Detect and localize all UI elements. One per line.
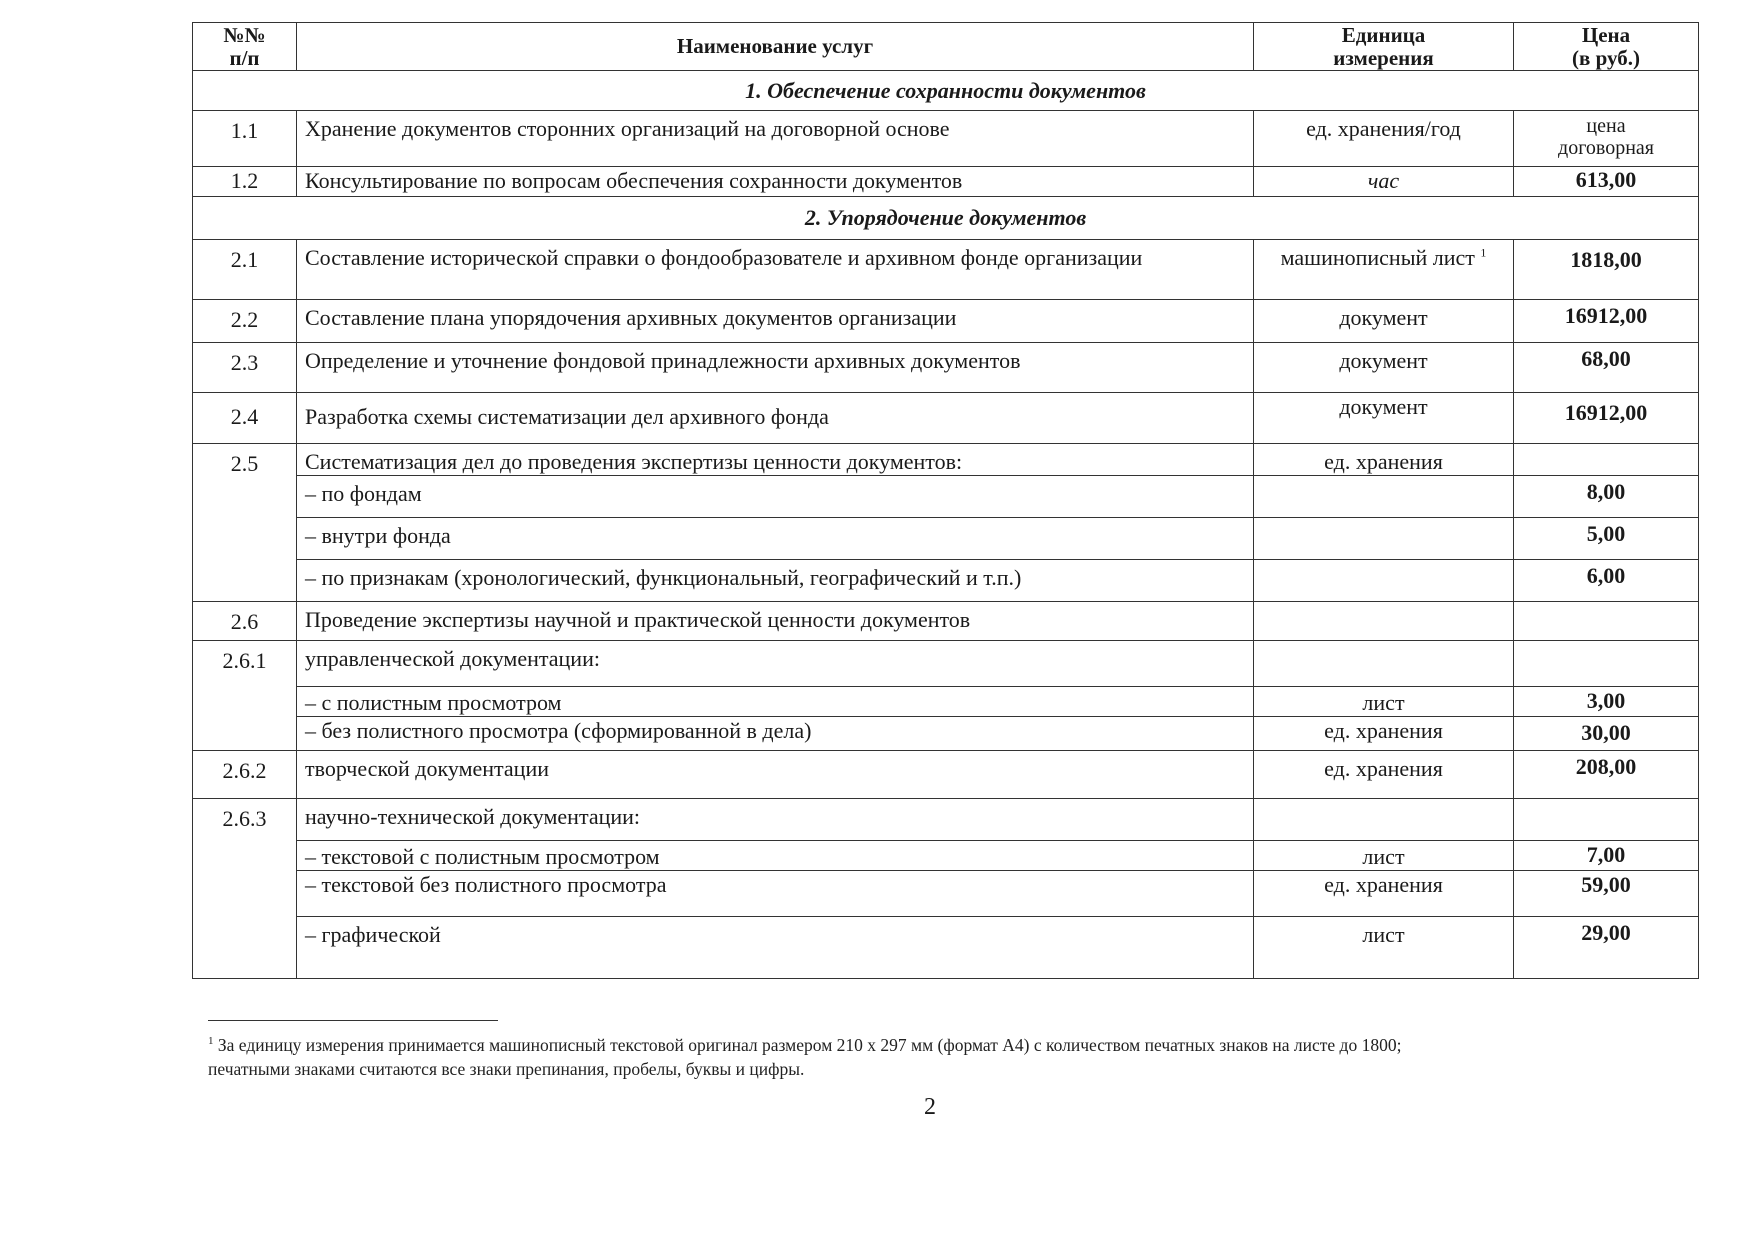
row-name: – по фондам xyxy=(297,476,1254,518)
row-unit: ед. хранения/год xyxy=(1254,111,1514,167)
table-row xyxy=(193,917,1699,979)
row-unit: час xyxy=(1254,167,1514,197)
table-row xyxy=(193,641,1699,687)
row-num: 2.4 xyxy=(193,393,297,444)
table-row xyxy=(193,111,1699,167)
page-number: 2 xyxy=(924,1094,936,1120)
row-price xyxy=(1514,602,1699,641)
table-row xyxy=(193,167,1699,197)
row-price: 68,00 xyxy=(1514,343,1699,393)
row-unit: лист xyxy=(1254,917,1514,979)
row-unit xyxy=(1254,560,1514,602)
row-unit xyxy=(1254,476,1514,518)
row-name: творческой документации xyxy=(297,751,1254,799)
section-row xyxy=(193,71,1699,111)
header-num: №№ п/п xyxy=(193,23,297,71)
table-row xyxy=(193,799,1699,841)
row-name: – текстовой без полистного просмотра xyxy=(297,871,1254,917)
table-header-row xyxy=(193,23,1699,71)
row-price: 29,00 xyxy=(1514,917,1699,979)
row-price: 16912,00 xyxy=(1514,300,1699,343)
row-name: Хранение документов сторонних организаций на договорной основе xyxy=(297,111,1254,167)
row-unit xyxy=(1254,641,1514,687)
row-unit: документ xyxy=(1254,300,1514,343)
row-price xyxy=(1514,641,1699,687)
row-price: 8,00 xyxy=(1514,476,1699,518)
row-price: 30,00 xyxy=(1514,717,1699,751)
row-name: научно-технической документации: xyxy=(297,799,1254,841)
row-name: – графической xyxy=(297,917,1254,979)
table-row xyxy=(193,476,1699,518)
section-row xyxy=(193,197,1699,240)
row-price: цена договорная xyxy=(1514,111,1699,167)
row-price: 6,00 xyxy=(1514,560,1699,602)
row-name: – внутри фонда xyxy=(297,518,1254,560)
row-name: Проведение экспертизы научной и практической ценности документов xyxy=(297,602,1254,641)
row-unit: документ xyxy=(1254,393,1514,444)
row-unit xyxy=(1254,240,1514,300)
header-price: Цена (в руб.) xyxy=(1514,23,1699,71)
row-name: – текстовой с полистным просмотром xyxy=(297,841,1254,871)
header-unit: Единица измерения xyxy=(1254,23,1514,71)
section-title: 1. Обеспечение сохранности документов xyxy=(193,71,1699,111)
table-row xyxy=(193,602,1699,641)
row-unit: документ xyxy=(1254,343,1514,393)
row-num: 2.3 xyxy=(193,343,297,393)
unit-text: машинописный лист xyxy=(1280,245,1475,270)
section-title: 2. Упорядочение документов xyxy=(193,197,1699,240)
footnote-ref: 1 xyxy=(1480,245,1487,260)
table-row xyxy=(193,751,1699,799)
row-name: – без полистного просмотра (сформированной в дела) xyxy=(297,717,1254,751)
row-num: 2.6 xyxy=(193,602,297,641)
row-name: Консультирование по вопросам обеспечения сохранности документов xyxy=(297,167,1254,197)
row-unit: ед. хранения xyxy=(1254,444,1514,476)
row-num: 1.1 xyxy=(193,111,297,167)
row-price: 208,00 xyxy=(1514,751,1699,799)
table-row xyxy=(193,841,1699,871)
row-name: – с полистным просмотром xyxy=(297,687,1254,717)
row-unit xyxy=(1254,518,1514,560)
row-unit: ед. хранения xyxy=(1254,871,1514,917)
table-row xyxy=(193,717,1699,751)
row-name: – по признакам (хронологический, функциональный, географический и т.п.) xyxy=(297,560,1254,602)
row-num: 2.6.2 xyxy=(193,751,297,799)
row-price: 7,00 xyxy=(1514,841,1699,871)
row-unit: лист xyxy=(1254,841,1514,871)
row-price: 59,00 xyxy=(1514,871,1699,917)
row-unit: ед. хранения xyxy=(1254,717,1514,751)
row-unit: ед. хранения xyxy=(1254,751,1514,799)
row-num: 1.2 xyxy=(193,167,297,197)
header-name: Наименование услуг xyxy=(297,23,1254,71)
row-price xyxy=(1514,799,1699,841)
row-name: управленческой документации: xyxy=(297,641,1254,687)
row-name: Определение и уточнение фондовой принадлежности архивных документов xyxy=(297,343,1254,393)
table-row xyxy=(193,240,1699,300)
table-row xyxy=(193,393,1699,444)
footnote-text-line1: За единицу измерения принимается машинописный текстовой оригинал размером 210 х 297 мм (формат А4) с количеством печатных знаков на листе до 1800; xyxy=(217,1035,1402,1055)
row-price: 5,00 xyxy=(1514,518,1699,560)
row-price: 613,00 xyxy=(1514,167,1699,197)
table-row xyxy=(193,518,1699,560)
row-price: 3,00 xyxy=(1514,687,1699,717)
row-price: 16912,00 xyxy=(1514,393,1699,444)
table-row xyxy=(193,687,1699,717)
row-price: 1818,00 xyxy=(1514,240,1699,300)
footnote-text-line2: печатными знаками считаются все знаки препинания, пробелы, буквы и цифры. xyxy=(208,1058,805,1079)
row-num: 2.1 xyxy=(193,240,297,300)
table-row xyxy=(193,343,1699,393)
footnote-separator xyxy=(208,1020,498,1021)
row-unit xyxy=(1254,602,1514,641)
row-unit xyxy=(1254,799,1514,841)
table-row xyxy=(193,300,1699,343)
table-row xyxy=(193,444,1699,476)
table-row xyxy=(193,560,1699,602)
table-row xyxy=(193,871,1699,917)
row-num: 2.5 xyxy=(193,444,297,602)
footnote xyxy=(208,1034,1628,1081)
price-table xyxy=(192,22,1699,979)
row-num: 2.2 xyxy=(193,300,297,343)
row-price xyxy=(1514,444,1699,476)
row-num: 2.6.3 xyxy=(193,799,297,979)
row-name: Разработка схемы систематизации дел архивного фонда xyxy=(297,393,1254,444)
footnote-marker: 1 xyxy=(208,1035,214,1048)
row-name: Составление плана упорядочения архивных документов организации xyxy=(297,300,1254,343)
row-unit: лист xyxy=(1254,687,1514,717)
row-name: Составление исторической справки о фондообразователе и архивном фонде организации xyxy=(297,240,1254,300)
row-num: 2.6.1 xyxy=(193,641,297,751)
row-name: Систематизация дел до проведения экспертизы ценности документов: xyxy=(297,444,1254,476)
